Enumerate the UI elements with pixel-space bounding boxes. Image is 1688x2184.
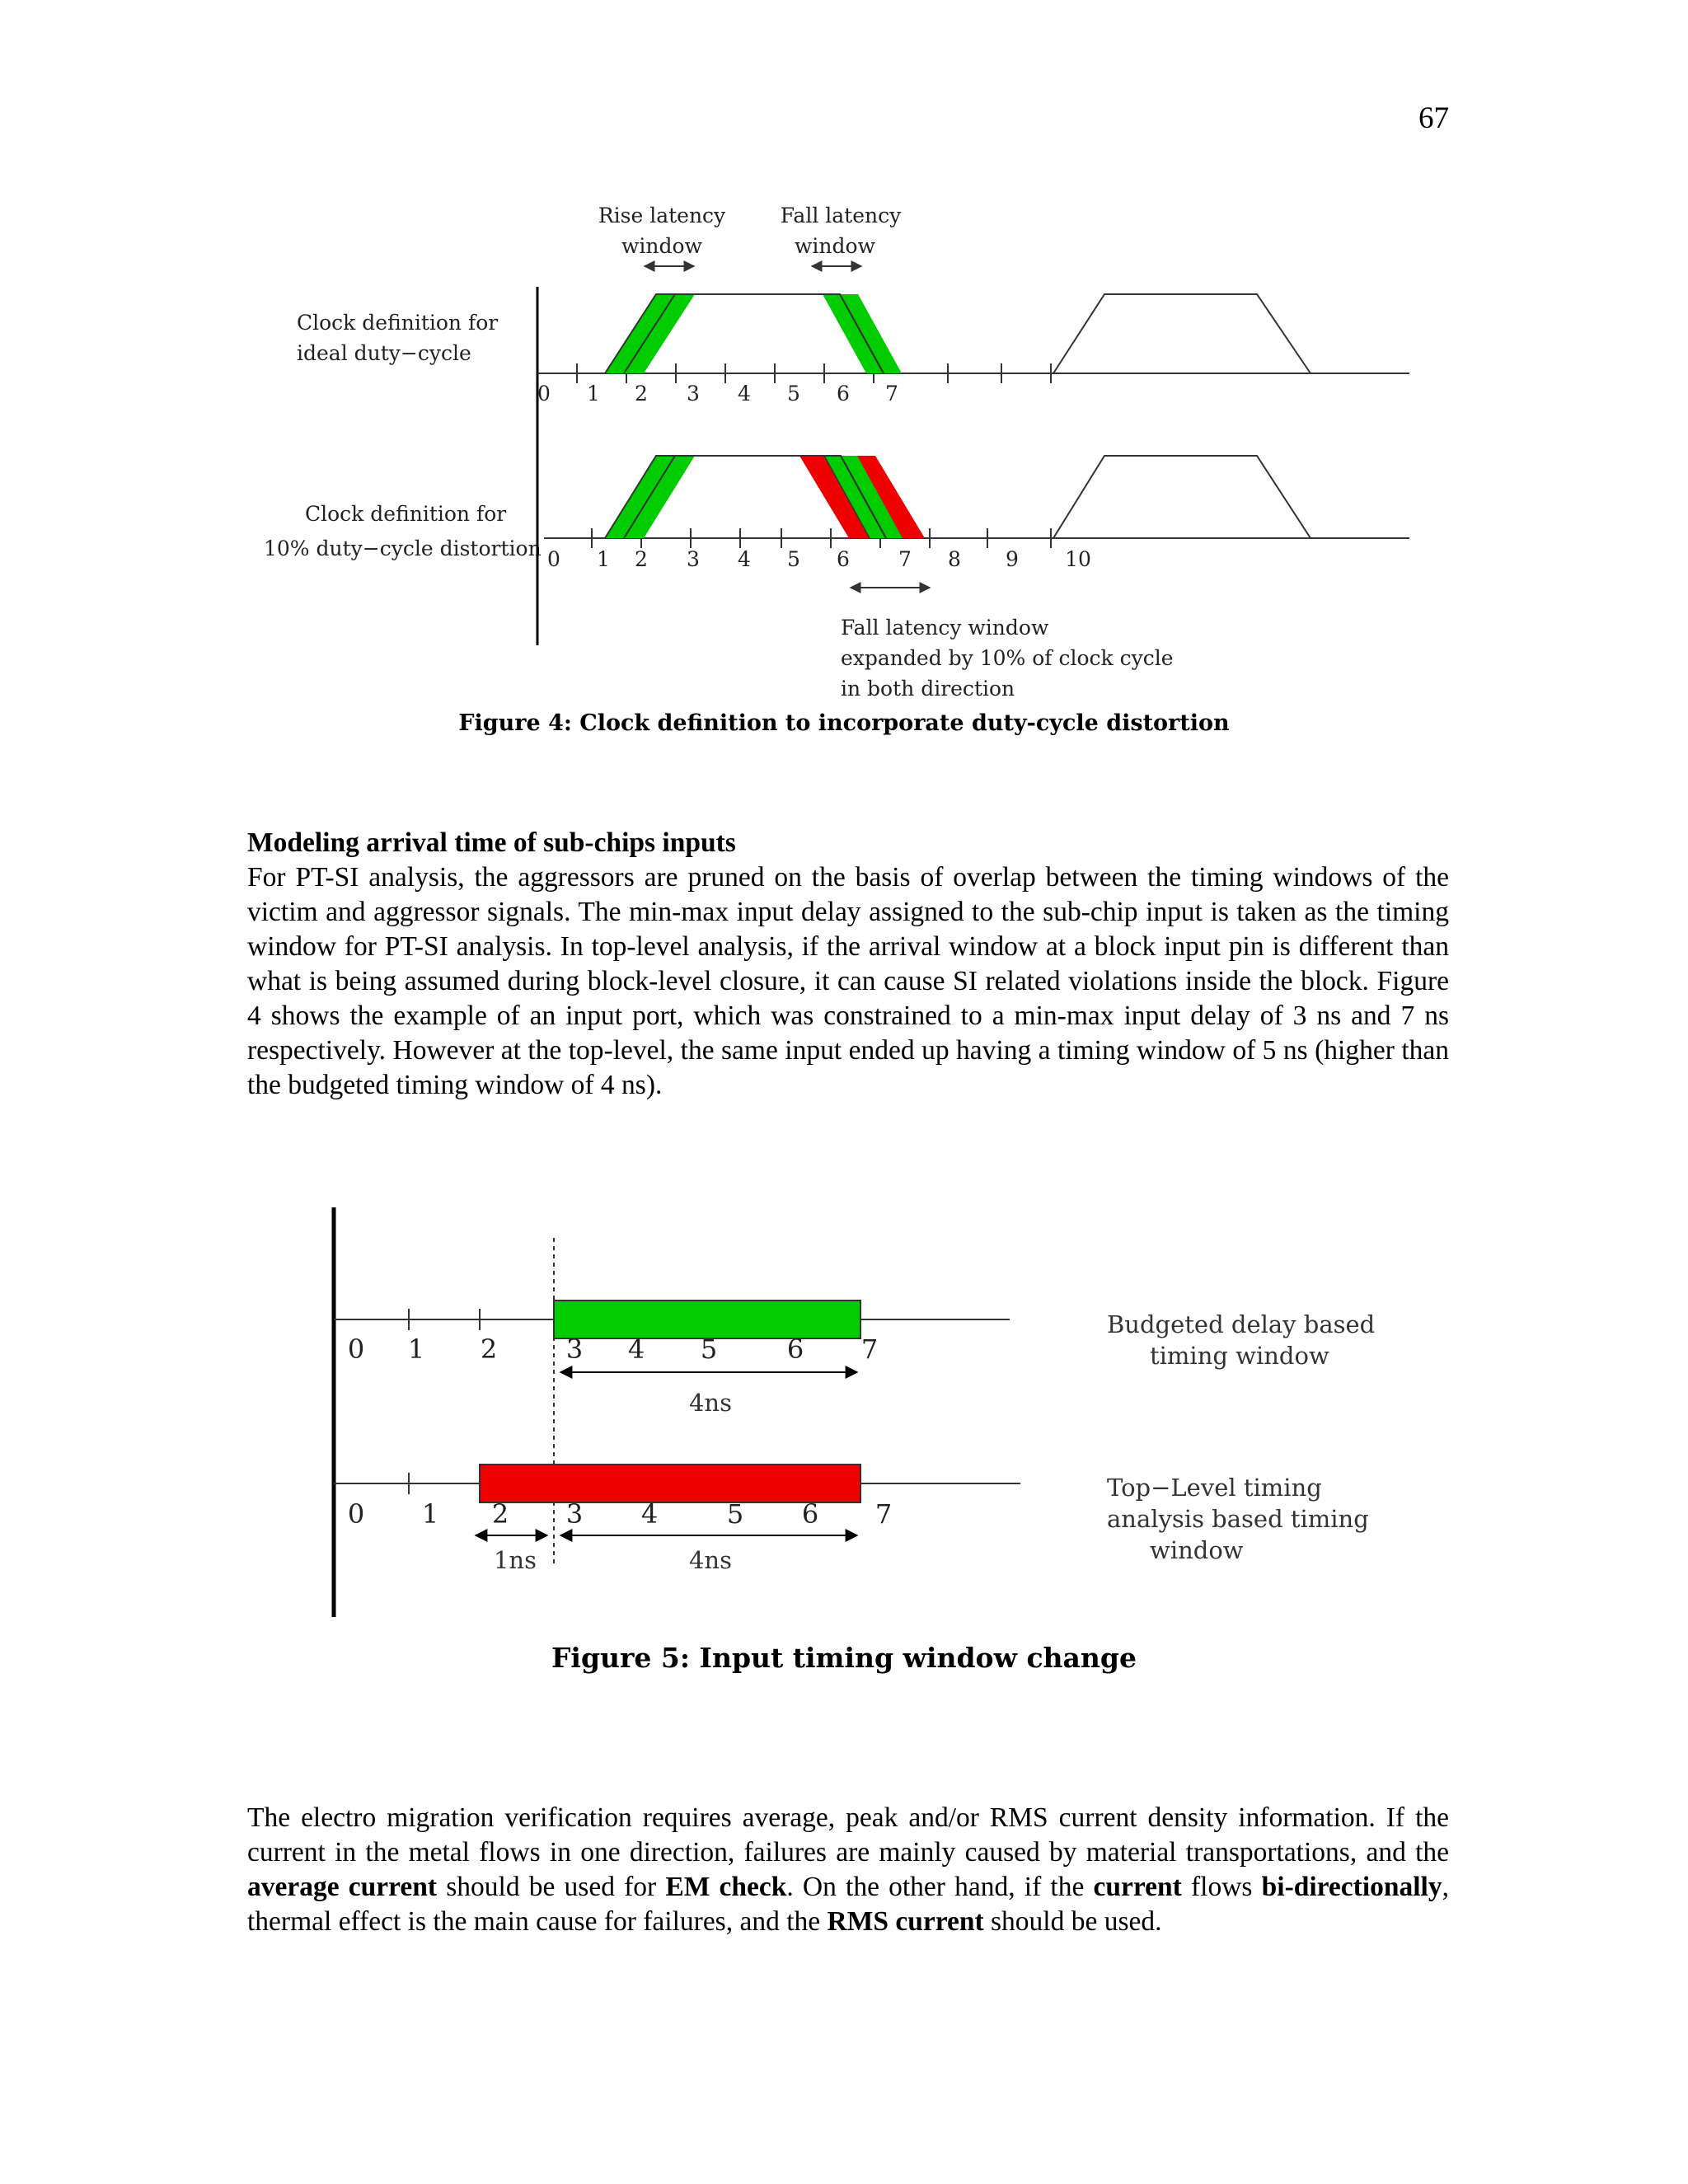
svg-text:1: 1 (407, 1333, 425, 1365)
fig5-row2-span-label: 4ns (688, 1546, 733, 1574)
page-number: 67 (1418, 101, 1449, 135)
row1-label: ideal duty−cycle (297, 341, 471, 365)
svg-text:0: 0 (347, 1498, 365, 1530)
bold-current: current (1093, 1872, 1182, 1902)
svg-text:3: 3 (565, 1498, 584, 1530)
fall-window-label: window (795, 234, 875, 258)
svg-text:3: 3 (565, 1333, 584, 1365)
em-paragraph: The electro migration verification requires average, peak and/or RMS current density information. If the current in the metal flows in one direction, failures are mainly caused by material transportations, and the average current should be used for EM check. On the other hand, if the current flows bi-directionally, thermal effect is the main cause for failures, and the RMS current should be used. (247, 1802, 1449, 1937)
row2-clock-waveform-next (1053, 456, 1311, 538)
modeling-section (247, 826, 1449, 1103)
fig5-row2-offset-label: 1ns (493, 1546, 537, 1574)
svg-text:9: 9 (1006, 547, 1019, 571)
bold-bi-directionally: bi-directionally (1261, 1872, 1442, 1902)
svg-text:3: 3 (687, 382, 700, 405)
fall-window-label: Fall latency (780, 204, 902, 227)
expanded-window-label: expanded by 10% of clock cycle (841, 646, 1174, 670)
svg-text:5: 5 (700, 1333, 718, 1365)
svg-text:0: 0 (537, 382, 551, 405)
svg-text:6: 6 (837, 382, 850, 405)
svg-text:0: 0 (547, 547, 560, 571)
svg-text:3: 3 (687, 547, 700, 571)
expanded-window-label: Fall latency window (841, 616, 1049, 640)
svg-text:0: 0 (347, 1333, 365, 1365)
bold-rms-current: RMS current (827, 1906, 984, 1937)
svg-text:2: 2 (635, 547, 648, 571)
figure-5-caption: Figure 5: Input timing window change (551, 1642, 1137, 1674)
fig5-row1-span-label: 4ns (688, 1389, 733, 1417)
row2-label: 10% duty−cycle distortion (264, 537, 542, 560)
svg-text:2: 2 (491, 1498, 509, 1530)
bold-average-current: average current (247, 1872, 438, 1902)
svg-text:8: 8 (948, 547, 961, 571)
svg-text:7: 7 (860, 1333, 879, 1365)
top-level-window-label: analysis based timing (1107, 1505, 1369, 1533)
svg-text:6: 6 (801, 1498, 819, 1530)
svg-text:2: 2 (635, 382, 648, 405)
svg-text:2: 2 (480, 1333, 498, 1365)
row1-label: Clock definition for (297, 311, 499, 335)
svg-text:6: 6 (837, 547, 850, 571)
expanded-window-label: in both direction (841, 677, 1015, 701)
section-paragraph: For PT-SI analysis, the aggressors are pruned on the basis of overlap between the timing windows of the victim and aggressor signals. The min-max input delay assigned to the sub-chip input is taken as the timing window for PT-SI analysis. In top-level analysis, if the arrival window at a block input pin is different than what is being assumed during block-level closure, it can cause SI related violations inside the block. Figure 4 shows the example of an input port, which was constrained to a min-max input delay of 3 ns and 7 ns respectively. However at the top-level, the same input ended up having a timing window of 5 ns (higher than the budgeted timing window of 4 ns). (247, 862, 1449, 1100)
svg-text:5: 5 (787, 382, 800, 405)
row1-tick-labels (537, 382, 898, 405)
svg-text:1: 1 (421, 1498, 439, 1530)
svg-text:4: 4 (738, 382, 751, 405)
svg-text:7: 7 (898, 547, 912, 571)
top-level-window-label: window (1150, 1536, 1244, 1564)
row1-clock-waveform-next (1053, 294, 1311, 373)
svg-text:7: 7 (885, 382, 898, 405)
figure-4-caption: Figure 4: Clock definition to incorporate duty-cycle distortion (458, 710, 1230, 736)
row2-tick-labels (547, 547, 1091, 571)
svg-text:6: 6 (786, 1333, 804, 1365)
budgeted-window-label: Budgeted delay based (1107, 1310, 1376, 1338)
top-level-window-bar (480, 1465, 860, 1502)
svg-text:5: 5 (726, 1498, 744, 1530)
svg-text:1: 1 (597, 547, 610, 571)
svg-text:4: 4 (627, 1333, 645, 1365)
bold-em-check: EM check (665, 1872, 787, 1902)
svg-text:7: 7 (874, 1498, 893, 1530)
rise-window-label: window (621, 234, 702, 258)
svg-text:4: 4 (738, 547, 751, 571)
row2-label: Clock definition for (305, 502, 507, 526)
rise-window-label: Rise latency (598, 204, 726, 227)
svg-text:4: 4 (640, 1498, 659, 1530)
svg-text:1: 1 (587, 382, 600, 405)
figure-5-timing-window-diagram (0, 1203, 1688, 1632)
top-level-window-label: Top−Level timing (1107, 1474, 1322, 1502)
svg-text:10: 10 (1065, 547, 1091, 571)
budgeted-window-label: timing window (1150, 1342, 1329, 1370)
svg-text:5: 5 (787, 547, 800, 571)
section-title: Modeling arrival time of sub-chips inputs (247, 827, 736, 858)
figure-4-clock-diagram (0, 190, 1688, 709)
